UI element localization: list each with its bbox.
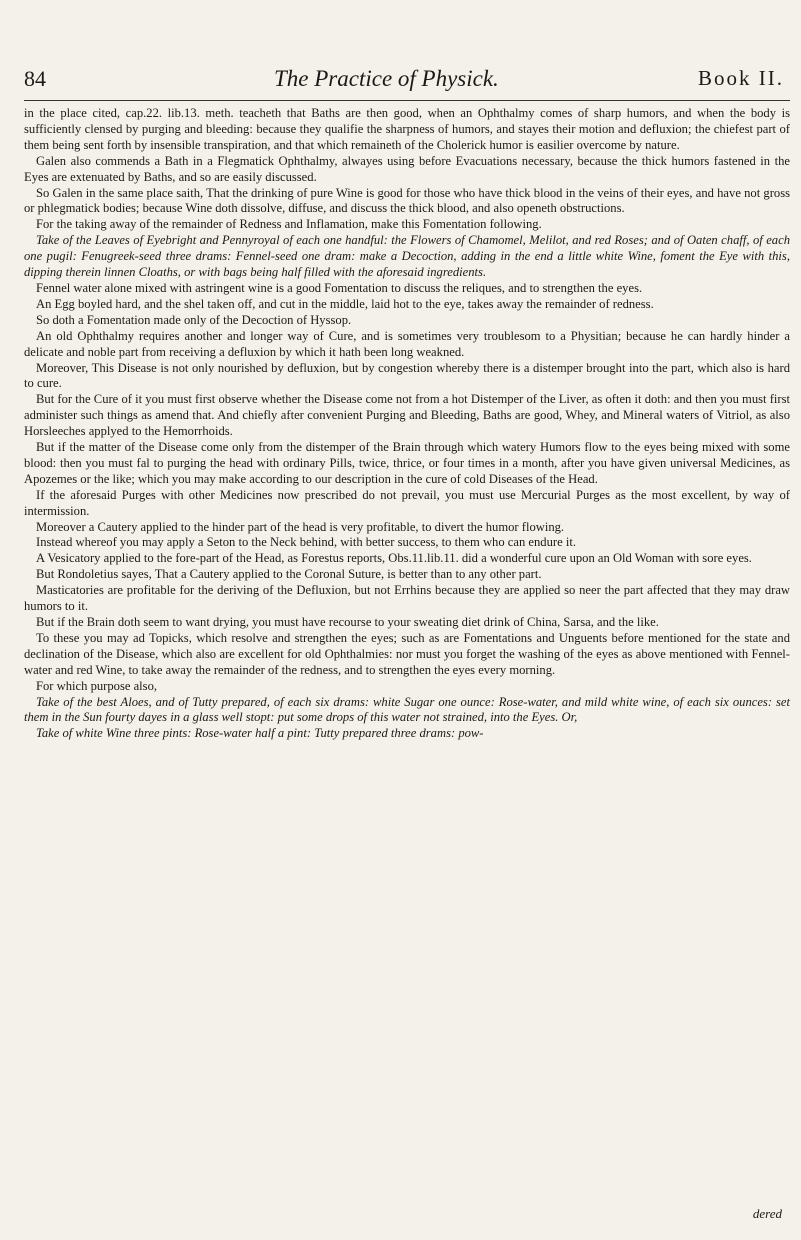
paragraph: But if the matter of the Disease come only from the distemper of the Brain through which watery Humors flow to the eyes being mixed with some blood: then you must fal to purging the head with ordinary Pills, twice, thrice, or four times in a month, after you have given universal Medicines, as Apozemes or the like; which you may make according to our description in the cure of cold Diseases of the Head. [24, 440, 790, 486]
catchword: dered [752, 1206, 782, 1221]
paragraph: If the aforesaid Purges with other Medicines now prescribed do not prevail, you must use Mercurial Purges as the most excellent, by way of intermission. [24, 487, 790, 518]
paragraph: But Rondoletius sayes, That a Cautery applied to the Coronal Suture, is better than to any other part. [36, 567, 542, 582]
paragraph: So doth a Fomentation made only of the Decoction of Hyssop. [36, 312, 352, 327]
paragraph: An Egg boyled hard, and the shel taken off, and cut in the middle, laid hot to the eye, takes away the remainder of redness. [36, 296, 654, 311]
paragraph: So Galen in the same place saith, That the drinking of pure Wine is good for those who have thick blood in the veins of their eyes, and have not gross or phlegmatick bodies; because Wine doth dissolve, diffuse, and discuss the thick blood, and also openeth obstructions. [24, 185, 790, 216]
paragraph: Galen also commends a Bath in a Flegmatick Ophthalmy, alwayes using before Evacuations necessary, because the thick humors fastened in the Eyes are extenuated by Baths, and so are easily discussed. [24, 153, 790, 184]
running-title: The Practice of Physick. [274, 66, 499, 91]
paragraph: Moreover a Cautery applied to the hinder part of the head is very profitable, to divert the humor flowing. [36, 519, 565, 534]
paragraph: A Vesicatory applied to the fore-part of the Head, as Forestus reports, Obs.11.lib.11. did a wonderful cure upon an Old Woman with sore eyes. [36, 551, 752, 566]
paragraph: Take of the best Aloes, and of Tutty prepared, of each six drams: white Sugar one ounce: Rose-water, and mild white wine, of each six ounces: set them in the Sun fourty dayes in a glass well stopt: put some drops of this water not strained, into the Eyes. Or, [24, 694, 790, 725]
book-label: Book II. [698, 66, 784, 90]
paragraph: Instead whereof you may apply a Seton to the Neck behind, with better success, to them who can endure it. [36, 535, 576, 550]
paragraph: For which purpose also, [36, 678, 158, 693]
page-number: 84 [24, 66, 46, 91]
paragraph: Fennel water alone mixed with astringent wine is a good Fomentation to discuss the reliques, and to strengthen the eyes. [36, 280, 643, 295]
paragraph: Take of white Wine three pints: Rose-water half a pint: Tutty prepared three drams: pow- [36, 726, 484, 741]
paragraph: An old Ophthalmy requires another and longer way of Cure, and is sometimes very troublesom to a Physitian; because he can hardly hinder a delicate and noble part from receiving a defluxion by which it hath been long weakned. [24, 328, 790, 359]
book-page [24, 52, 790, 1222]
page-header [24, 52, 790, 101]
body-text [24, 106, 790, 742]
paragraph: For the taking away of the remainder of Redness and Inflamation, make this Fomentation following. [36, 217, 542, 232]
paragraph: Masticatories are profitable for the deriving of the Defluxion, but not Errhins because they are applied so neer the part affected that they may draw humors to it. [24, 583, 790, 614]
paragraph: Moreover, This Disease is not only nourished by defluxion, but by congestion whereby there is a distemper brought into the part, which also is hard to cure. [24, 360, 790, 391]
paragraph: in the place cited, cap.22. lib.13. meth. teacheth that Baths are then good, when an Ophthalmy comes of sharp humors, and when the body is sufficiently clensed by purging and bleeding: because they qualifie the sharpness of humors, and stayes their motion and defluxion; the chiefest part of them being sent forth by insensible transpiration, and that which remaineth of the Cholerick humor is easilier overcome by nature. [24, 106, 790, 152]
paragraph: But for the Cure of it you must first observe whether the Disease come not from a hot Distemper of the Liver, as often it doth: and then you must first administer such things as amend that. And chiefly after convenient Purging and Bleeding, Baths are good, Whey, and Mineral waters of Vitriol, as also Horsleeches applyed to the Hemorrhoids. [24, 392, 790, 439]
paragraph: But if the Brain doth seem to want drying, you must have recourse to your sweating diet drink of China, Sarsa, and the like. [36, 615, 659, 629]
paragraph: Take of the Leaves of Eyebright and Pennyroyal of each one handful: the Flowers of Chamomel, Melilot, and red Roses; and of Oaten chaff, of each one pugil: Fenugreek-seed three drams: Fennel-seed one dram: make a Decoction, adding in the end a little white Wine, foment the Eye with this, dipping therein linnen Cloaths, or with bags being half filled with the aforesaid ingredients. [24, 233, 790, 280]
paragraph: To these you may ad Topicks, which resolve and strengthen the eyes; such as are Fomentations and Unguents before mentioned for the state and declination of the Disease, which also are excellent for old Ophthalmies: nor must you forget the washing of the eyes as above mentioned with Fennel-water and red Wine, to take away the remainder of the redness, and to strengthen the eyes every morning. [24, 630, 790, 677]
